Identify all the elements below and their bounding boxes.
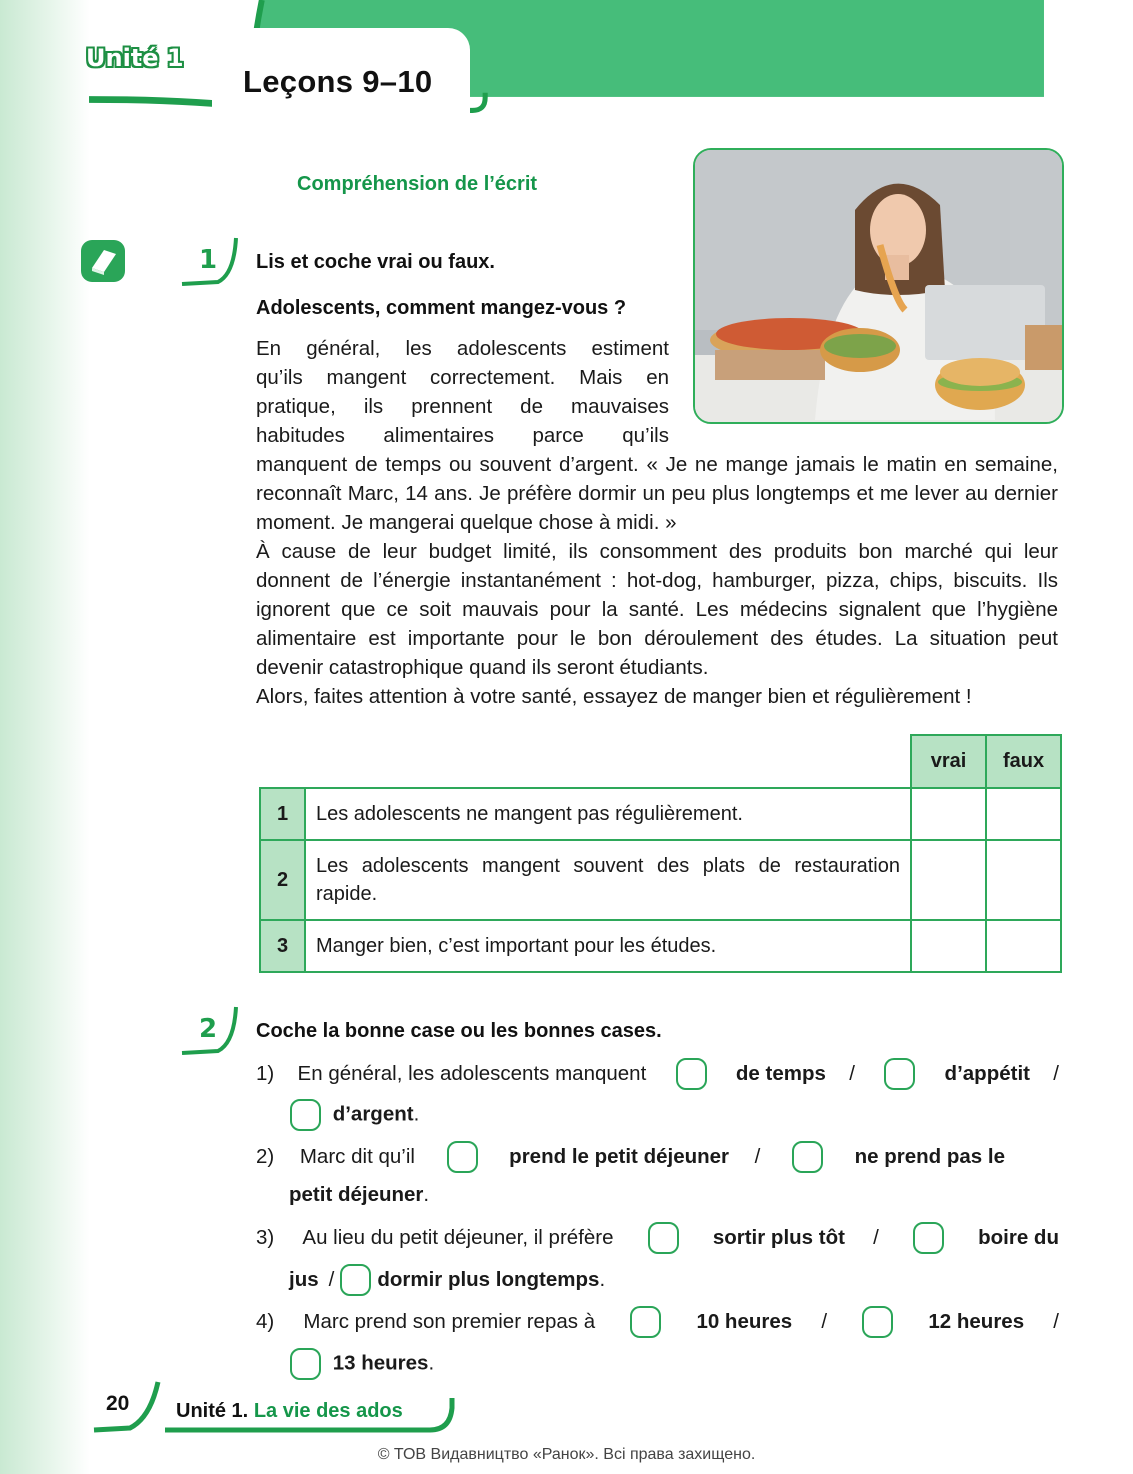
checkbox[interactable] xyxy=(792,1141,823,1173)
question-3-line-1 xyxy=(256,1222,1059,1254)
article-paragraph-2: À cause de leur budget limité, ils consomment des produits bon marché qui leur donnent de l’énergie instantanément : hot-dog, hamburger, pizza, chips, biscuits. Ils ignorent que ce soit mauvais pour la santé. Les médecins signalent que l’hygiène alimentaire est importante pour le bon déroulement des études. La situation peut devenir catastrophique quand ils seront étudiants. xyxy=(256,540,1058,679)
option-boire: boire du xyxy=(978,1226,1059,1249)
period: . xyxy=(423,1183,430,1206)
vrai-cell[interactable] xyxy=(911,788,986,840)
question-number: 4) xyxy=(256,1310,275,1333)
footer-unit-label: Unité 1. xyxy=(176,1400,249,1422)
separator: / xyxy=(1053,1062,1059,1085)
faux-header: faux xyxy=(986,735,1061,788)
separator: / xyxy=(849,1062,855,1085)
article-line-3: pratique, ils prennent de mauvaises xyxy=(256,395,669,418)
question-stem: Marc prend son premier repas à xyxy=(303,1310,596,1333)
option-de-temps: de temps xyxy=(735,1062,826,1085)
question-number: 3) xyxy=(256,1226,275,1249)
checkbox[interactable] xyxy=(340,1264,371,1296)
option-12h: 12 heures xyxy=(928,1310,1025,1333)
statement-text: Les adolescents mangent souvent des plats de restauration rapide. xyxy=(305,840,911,920)
question-number: 2) xyxy=(256,1145,275,1168)
vrai-cell[interactable] xyxy=(911,840,986,920)
checkbox[interactable] xyxy=(290,1099,321,1131)
option-boire-cont: jus xyxy=(289,1268,319,1291)
page-number: 20 xyxy=(106,1392,130,1415)
row-number: 3 xyxy=(260,920,305,972)
separator: / xyxy=(754,1145,761,1168)
checkbox[interactable] xyxy=(447,1141,478,1173)
table-row xyxy=(260,920,1061,972)
exercise-2-bracket xyxy=(178,1003,244,1059)
separator: / xyxy=(1053,1310,1059,1333)
question-stem: Marc dit qu’il xyxy=(299,1145,415,1168)
section-title: Compréhension de l’écrit xyxy=(297,173,538,195)
article-title: Adolescents, comment mangez-vous ? xyxy=(256,297,627,319)
period: . xyxy=(428,1351,435,1375)
row-number: 2 xyxy=(260,840,305,920)
checkbox[interactable] xyxy=(862,1306,893,1338)
side-gradient xyxy=(0,0,90,1474)
option-dormir: dormir plus longtemps xyxy=(377,1268,600,1291)
article-line-1: En général, les adolescents estiment xyxy=(256,337,669,360)
exercise-2-number: 2 xyxy=(199,1014,218,1044)
question-1-line-2 xyxy=(284,1099,419,1131)
article-paragraph-3: Alors, faites attention à votre santé, essayez de manger bien et régulièrement ! xyxy=(256,685,972,708)
checkbox[interactable] xyxy=(676,1058,707,1090)
vrai-header: vrai xyxy=(911,735,986,788)
separator: / xyxy=(821,1310,828,1333)
period: . xyxy=(599,1268,606,1291)
question-2-line-2 xyxy=(289,1183,429,1207)
question-4-line-1 xyxy=(256,1306,1059,1338)
option-prend: prend le petit déjeuner xyxy=(509,1145,730,1168)
option-dargent: d’argent xyxy=(332,1102,414,1126)
article-paragraph-1: manquent de temps ou souvent d’argent. « Je ne mange jamais le matin en semaine, reconnaît Marc, 14 ans. Je préfère dormir un peu plus longtemps et me lever au dernier moment. Je mangerai quelque chose à midi. » xyxy=(256,453,1058,534)
checkbox[interactable] xyxy=(913,1222,944,1254)
teen-eating-photo xyxy=(693,148,1064,424)
separator: / xyxy=(328,1268,335,1291)
faux-cell[interactable] xyxy=(986,788,1061,840)
faux-cell[interactable] xyxy=(986,920,1061,972)
option-ne-prend-pas-cont: petit déjeuner xyxy=(289,1183,424,1206)
table-row xyxy=(260,788,1061,840)
statement-text: Les adolescents ne mangent pas régulièrement. xyxy=(305,788,911,840)
article-line-4: habitudes alimentaires parce qu’ils xyxy=(256,424,669,447)
question-stem: Au lieu du petit déjeuner, il préfère xyxy=(302,1226,614,1249)
option-13h: 13 heures xyxy=(332,1351,429,1375)
faux-cell[interactable] xyxy=(986,840,1061,920)
question-2-line-1 xyxy=(256,1141,1005,1173)
unit-badge: Unité 1 xyxy=(86,44,184,72)
true-false-table xyxy=(259,734,1062,973)
checkbox[interactable] xyxy=(290,1348,321,1380)
row-number: 1 xyxy=(260,788,305,840)
book-icon xyxy=(79,238,127,284)
exercise-1-instruction: Lis et coche vrai ou faux. xyxy=(256,251,495,273)
footer-unit-title: La vie des ados xyxy=(253,1400,403,1422)
question-4-line-2 xyxy=(284,1348,434,1380)
option-dappetit: d’appétit xyxy=(944,1062,1030,1085)
separator: / xyxy=(873,1226,879,1249)
exercise-1-number: 1 xyxy=(199,245,218,275)
checkbox[interactable] xyxy=(648,1222,679,1254)
vrai-cell[interactable] xyxy=(911,920,986,972)
exercise-1-bracket xyxy=(178,234,244,290)
article-line-2: qu’ils mangent correctement. Mais en xyxy=(256,366,669,389)
question-3-line-2 xyxy=(289,1264,605,1296)
statement-text: Manger bien, c’est important pour les études. xyxy=(305,920,911,972)
lessons-title: Leçons 9–10 xyxy=(243,64,433,99)
checkbox[interactable] xyxy=(884,1058,915,1090)
table-row xyxy=(260,840,1061,920)
copyright: © ТОВ Видавництво «Ранок». Всі права захищено. xyxy=(377,1446,756,1463)
question-number: 1) xyxy=(256,1062,275,1085)
question-1-line-1 xyxy=(256,1058,1059,1090)
question-stem: En général, les adolescents manquent xyxy=(297,1062,647,1085)
checkbox[interactable] xyxy=(630,1306,661,1338)
exercise-2-instruction: Coche la bonne case ou les bonnes cases. xyxy=(256,1020,662,1042)
period: . xyxy=(413,1102,420,1126)
option-10h: 10 heures xyxy=(696,1310,793,1333)
option-ne-prend-pas: ne prend pas le xyxy=(854,1145,1005,1168)
footer-unit xyxy=(176,1400,403,1423)
option-sortir: sortir plus tôt xyxy=(712,1226,845,1249)
